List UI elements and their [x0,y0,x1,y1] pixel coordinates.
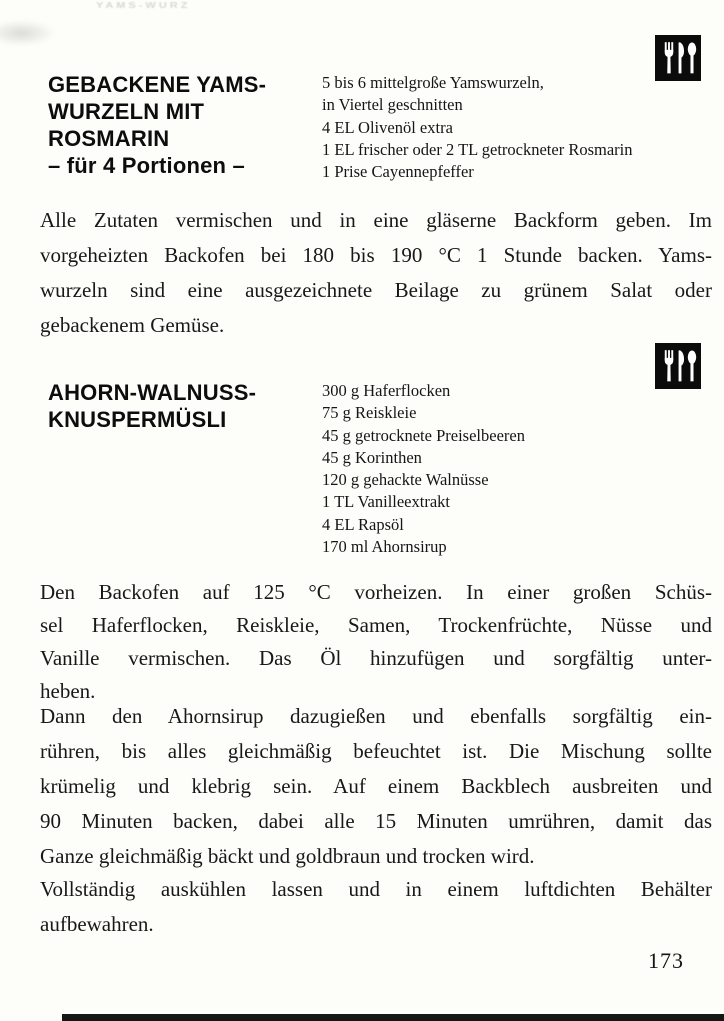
text-line: 1 TL Vanilleextrakt [322,492,450,512]
text-line: gebackenem Gemüse. [40,313,225,337]
text-line: Dann den Ahornsirup dazugießen und ebenfalls sorgfältig ein- [40,704,712,728]
text-line: Vollständig auskühlen lassen und in einem luftdichten Behälter [40,877,712,901]
text-line: Den Backofen auf 125 °C vorheizen. In einer großen Schüs- [40,580,712,604]
text-line: 120 g gehackte Walnüsse [322,470,489,490]
text-line: heben. [40,679,96,703]
text-line: 90 Minuten backen, dabei alle 15 Minuten umrühren, damit das [40,809,712,833]
instruction-paragraph [40,203,712,343]
text-line: 4 EL Olivenöl extra [322,117,453,137]
text-line: WURZELN MIT [48,99,205,124]
scan-smudge [0,20,56,46]
ingredient-list [322,380,717,558]
text-line: 300 g Haferflocken [322,381,451,400]
text-line: ROSMARIN [48,126,170,151]
text-line: wurzeln sind eine ausgezeichnete Beilage zu grünem Salat oder [40,278,712,302]
text-line: krümelig und klebrig sein. Auf einem Backblech ausbreiten und [40,774,712,798]
instruction-paragraph [40,699,712,874]
text-line: in Viertel geschnitten [322,95,463,115]
text-line: 4 EL Rapsöl [322,514,404,534]
text-line: 170 ml Ahornsirup [322,537,447,557]
instruction-paragraph [40,872,712,942]
recipe-title [48,379,256,433]
text-line: AHORN-WALNUSS- [48,380,257,405]
text-line: 1 EL frischer oder 2 TL getrockneter Rosmarin [322,139,633,159]
text-line: 45 g getrocknete Preiselbeeren [322,425,525,445]
text-line: – für 4 Portionen – [48,153,245,178]
text-line: vorgeheizten Backofen bei 180 bis 190 °C 1 Stunde backen. Yams- [40,243,712,267]
recipe-title [48,71,266,179]
instruction-paragraph [40,576,712,708]
text-line: aufbewahren. [40,912,154,936]
text-line: 1 Prise Cayennepfeffer [322,162,474,182]
text-line: 5 bis 6 mittelgroße Yamswurzeln, [322,73,544,92]
text-line: Ganze gleichmäßig bäckt und goldbraun und trocken wird. [40,844,535,868]
text-line: GEBACKENE YAMS- [48,72,267,97]
text-line: sel Haferflocken, Reiskleie, Samen, Trockenfrüchte, Nüsse und [40,613,712,637]
scan-edge-artifact [62,1014,724,1021]
text-line: Alle Zutaten vermischen und in eine gläserne Backform geben. Im [40,208,712,232]
text-line: KNUSPERMÜSLI [48,407,227,432]
text-line: Vanille vermischen. Das Öl hinzufügen und sorgfältig unter- [40,646,712,670]
ingredient-list [322,72,717,183]
page-bleed-text: YAMS-WURZ [96,1,191,10]
page-number: 173 [648,948,684,973]
text-line: 75 g Reiskleie [322,403,417,423]
text-line: 45 g Korinthen [322,447,422,467]
text-line: rühren, bis alles gleichmäßig befeuchtet ist. Die Mischung sollte [40,739,712,763]
